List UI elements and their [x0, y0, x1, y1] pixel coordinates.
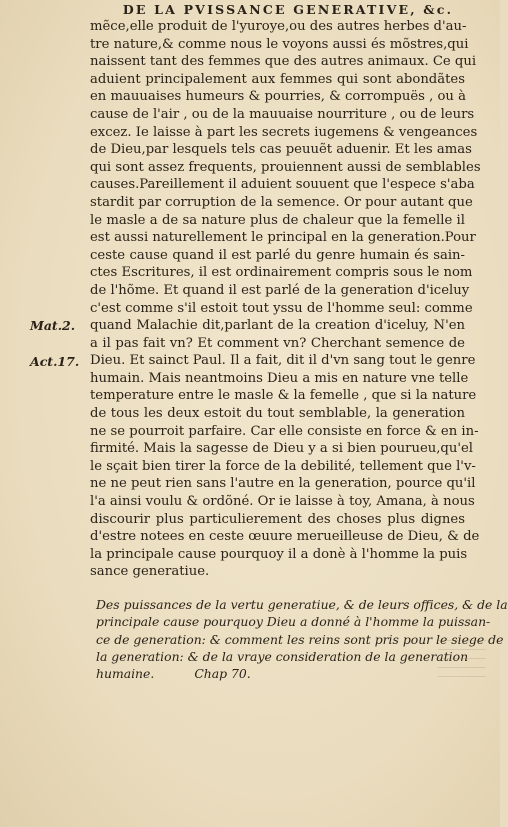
bleed-through-texture [438, 640, 486, 680]
text-line: c'est comme s'il estoit tout yssu de l'homme seul: comme [90, 300, 473, 316]
margin-note-matthew: Mat.2. [30, 318, 76, 333]
text-line: sance generatiue. [90, 564, 210, 580]
text-line: stardit par corruption de la semence. Or pour autant que [90, 194, 473, 210]
text-line: causes.Pareillement il aduient souuent que l'espece s'aba [90, 177, 475, 193]
text-line: de l'hõme. Et quand il est parlé de la generation d'iceluy [90, 282, 470, 298]
text-line: l'a ainsi voulu & ordõné. Or ie laisse à toy, Amana, à nous [90, 494, 475, 510]
text-line: a il pas fait vn? Et comment vn? Cherchant semence de [90, 335, 465, 351]
text-line: ne ne peut rien sans l'autre en la generation, pource qu'il [90, 476, 476, 492]
running-header: DE LA PVISSANCE GENERATIVE, &c. [122, 2, 454, 17]
text-line: cause de l'air , ou de la mauuaise nourriture , ou de leurs [90, 106, 475, 122]
text-line: la principale cause pourquoy il a donè à l'homme la puis [90, 546, 468, 562]
chapter-heading-line: Des puissances de la vertu generatiue, & de leurs offices, & de la [96, 597, 508, 612]
text-line: firmité. Mais la sagesse de Dieu y a si bien pourueu,qu'el [90, 441, 474, 457]
text-line: est aussi naturellement le principal en la generation.Pour [90, 230, 476, 246]
text-line: quand Malachie dit,parlant de la creation d'iceluy, N'en [90, 318, 465, 334]
text-line: tre nature,& comme nous le voyons aussi és mõstres,qui [90, 36, 469, 52]
text-line: en mauuaises humeurs & pourries, & corrompuës , ou à [90, 89, 466, 105]
chapter-heading-line: la generation: & de la vraye consideration de la generation [96, 648, 469, 664]
text-line: temperature entre le masle & la femelle , que si la nature [90, 388, 477, 404]
chapter-heading [96, 596, 508, 682]
margin-note-acts: Act.17. [30, 354, 80, 369]
text-line: d'estre notees en ceste œuure merueilleuse de Dieu, & de [90, 529, 480, 545]
text-line: humain. Mais neantmoins Dieu a mis en nature vne telle [90, 370, 469, 386]
text-line: qui sont assez frequents, prouiennent aussi de semblables [90, 159, 481, 175]
text-line: excez. Ie laisse à part les secrets iugemens & vengeances [90, 124, 478, 140]
chapter-heading-line: ce de generation: & comment les reins sont pris pour le siege de [96, 631, 504, 647]
text-line: aduient principalement aux femmes qui sont abondãtes [90, 71, 465, 87]
chapter-heading-line: principale cause pourquoy Dieu a donné à l'homme la puissan- [96, 614, 491, 630]
text-line: mẽce,elle produit de l'yuroye,ou des autres herbes d'au- [90, 19, 467, 34]
text-line: le masle a de sa nature plus de chaleur que la femelle il [90, 212, 465, 228]
text-line: de tous les deux estoit du tout semblable, la generation [90, 406, 465, 422]
body-text [90, 18, 481, 581]
text-line: ne se pourroit parfaire. Car elle consiste en force & en in- [90, 423, 479, 439]
text-line: naissent tant des femmes que des autres animaux. Ce qui [90, 54, 477, 70]
text-line: de Dieu,par lesquels tels cas peuuẽt aduenir. Et les amas [90, 142, 472, 158]
text-line: discourir plus particulierement des choses plus dignes [90, 511, 465, 527]
chapter-heading-last-line [96, 665, 466, 682]
text-line: le sçait bien tirer la force de la debilité, tellement que l'v- [90, 458, 476, 474]
text-line: ctes Escritures, il est ordinairement compris sous le nom [90, 265, 473, 281]
chapter-heading-line: humaine. [96, 666, 155, 682]
chapter-number: Chap 70. [194, 666, 251, 682]
text-line: ceste cause quand il est parlé du genre humain és sain- [90, 247, 465, 263]
text-line: Dieu. Et sainct Paul. Il a fait, dit il d'vn sang tout le genre [90, 353, 476, 369]
